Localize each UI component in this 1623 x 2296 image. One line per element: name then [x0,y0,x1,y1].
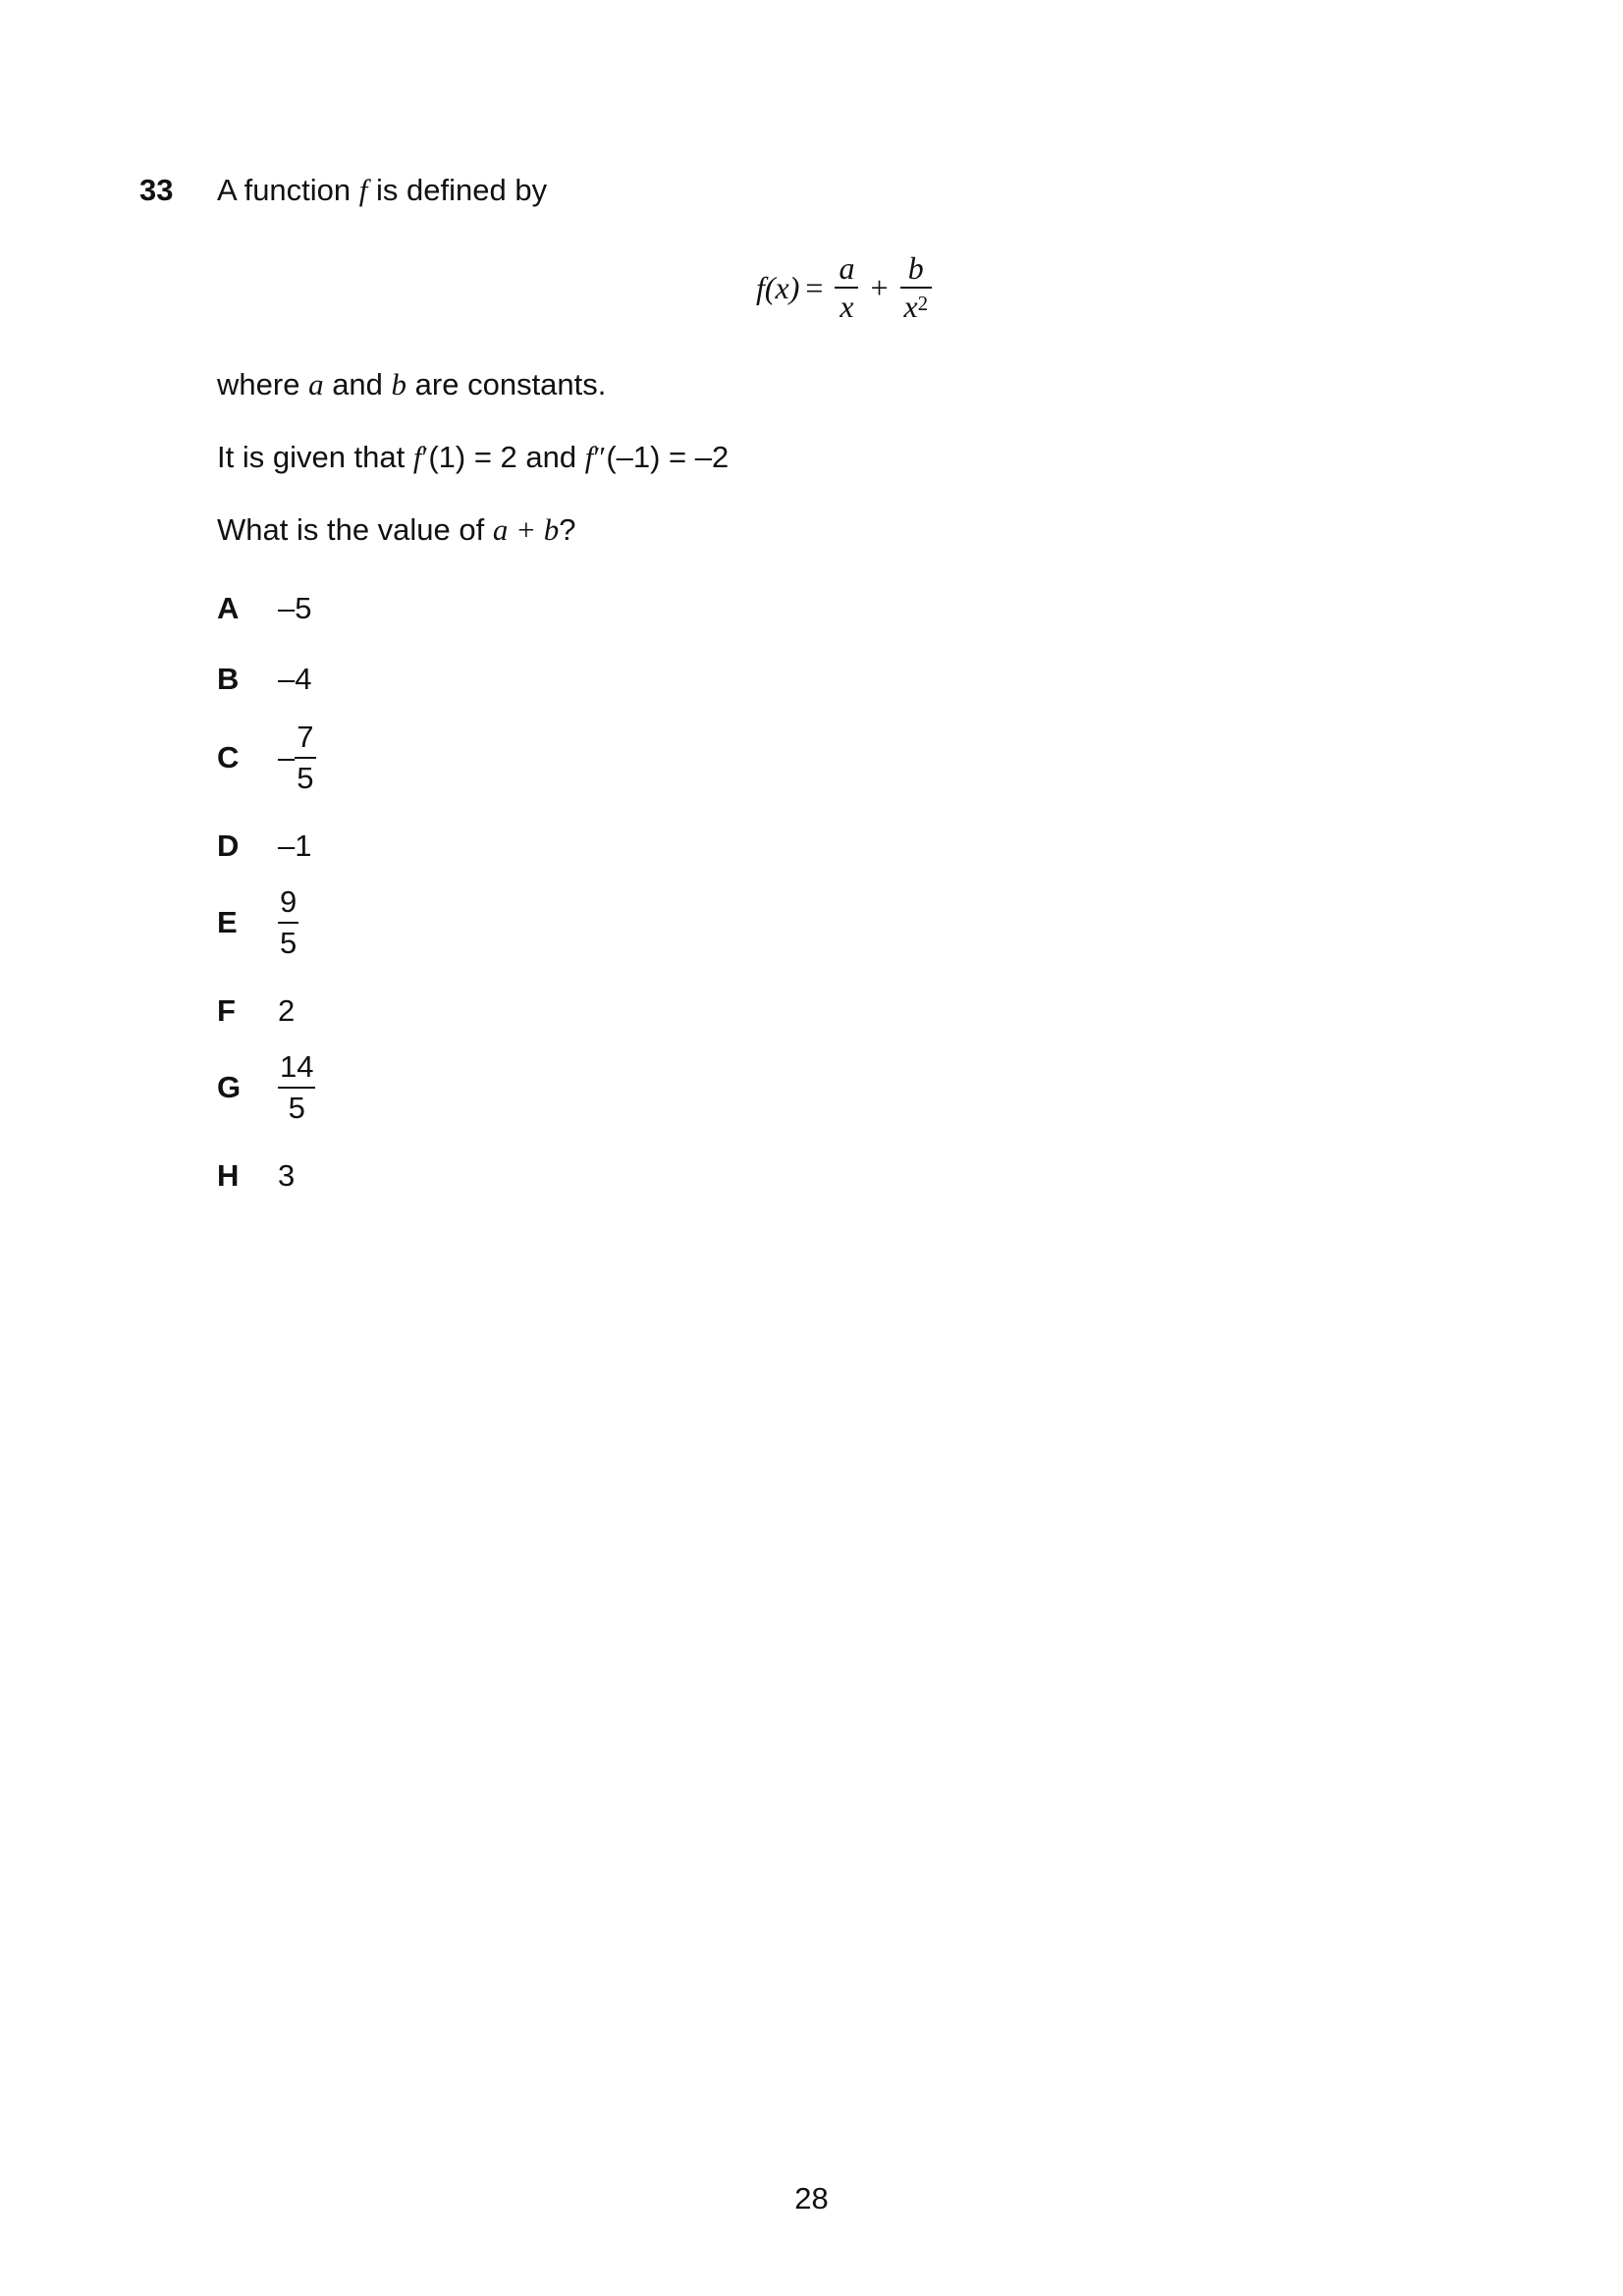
fraction-denominator: 5 [288,1091,305,1125]
fraction-numerator: b [907,250,924,287]
option-value: –1 [278,828,312,863]
prompt-question-mark: ? [559,512,576,547]
intro-variable: f [358,173,368,207]
option-letter: D [217,828,240,863]
fraction-numerator: 7 [297,719,314,754]
answer-option-f[interactable] [217,972,295,1050]
answer-option-d[interactable] [217,807,311,885]
second-derivative-f: f [584,440,594,474]
and-text: and [332,367,383,401]
first-derivative-prime: ′ [421,440,429,474]
question-prompt [217,512,576,548]
fraction-denominator: 5 [280,926,298,960]
fraction-numerator: 14 [280,1048,314,1084]
given-and: and [525,440,577,474]
option-letter: A [217,591,240,625]
answer-option-b[interactable] [217,640,311,719]
option-sign: – [278,740,296,774]
answer-option-g[interactable] [217,1048,315,1127]
fraction-denominator: x [839,289,854,324]
option-letter: B [217,662,240,696]
second-derivative-value: (–1) = –2 [606,440,730,474]
var-b: b [391,367,407,401]
formula-lhs: f(x) [756,269,800,305]
answer-option-e[interactable] [217,883,298,962]
first-derivative-value: (1) = 2 [428,440,517,474]
answer-option-c[interactable] [217,719,316,797]
option-fraction [295,718,315,799]
formula-fraction-b-over-x-squared [900,250,933,325]
fraction-numerator: 9 [280,883,298,919]
given-conditions [217,440,729,475]
fraction-numerator: a [839,250,855,287]
option-value [278,718,316,799]
option-value [278,1047,315,1129]
option-value: –5 [278,591,312,625]
option-letter: E [217,905,238,939]
denominator-exponent: 2 [917,292,929,315]
where-text: where [217,367,300,401]
intro-suffix: is defined by [376,173,548,207]
second-derivative-prime: ″ [593,440,607,474]
denominator-base: x [903,289,918,324]
answer-option-a[interactable] [217,569,311,648]
option-letter: C [217,740,240,774]
fraction-denominator: 5 [297,761,314,795]
formula-fraction-a-over-x [835,250,858,325]
option-value [278,882,298,964]
answer-option-h[interactable] [217,1137,295,1215]
constants-statement [217,367,606,402]
function-formula [756,243,938,332]
question-number: 33 [139,173,174,207]
option-fraction [278,1047,315,1129]
prompt-expression: a + b [492,512,560,547]
formula-plus: + [870,269,889,305]
page-number: 28 [794,2181,829,2216]
option-letter: F [217,993,236,1028]
given-text: It is given that [217,440,406,474]
option-letter: G [217,1070,242,1104]
option-fraction [278,882,298,964]
fraction-denominator [900,289,933,325]
option-letter: H [217,1158,240,1193]
intro-prefix: A function [217,173,352,207]
prompt-text: What is the value of [217,512,485,547]
first-derivative-f: f [412,440,422,474]
formula-equals: = [805,269,824,305]
option-value: –4 [278,662,312,696]
option-value: 3 [278,1158,296,1193]
var-a: a [308,367,324,401]
option-value: 2 [278,993,296,1028]
question-intro [217,173,547,208]
constants-text: are constants. [414,367,607,401]
